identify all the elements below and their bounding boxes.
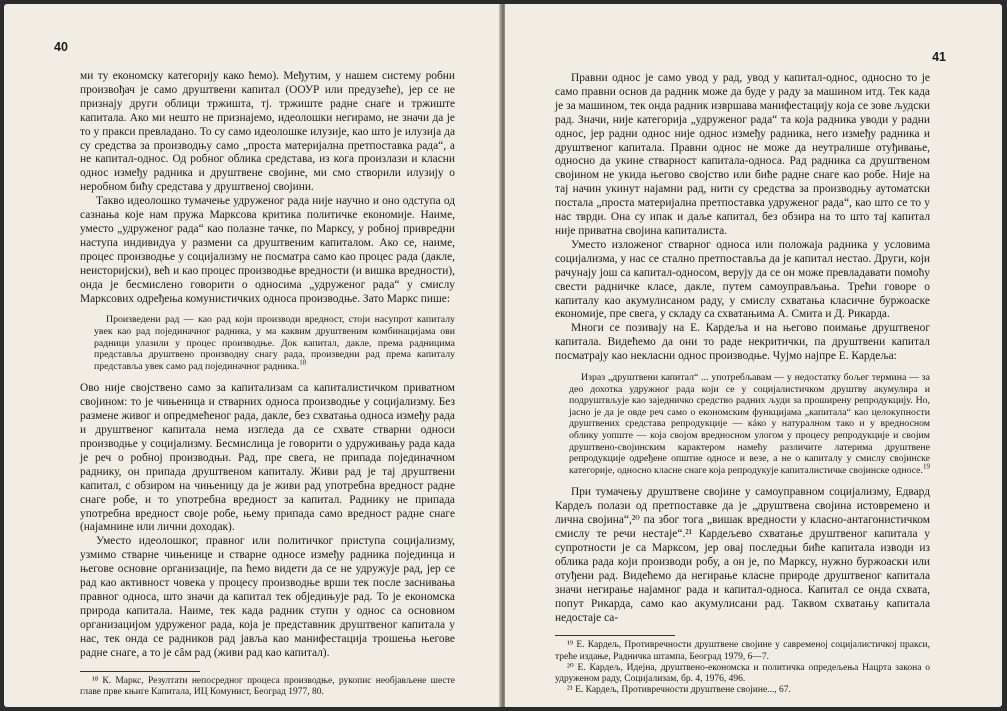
quote-text: Произведени рад — као рад који производи вредност, стоји насупрот капиталу увек као рад појединачног радника, у ма каквим друштвеним комбинацијама ови радници улазили у процес производње. Док капитал, дакле, према радницима представља друштвено производну снагу рада, произведни рад према капиталу представља увек само рад појединачног радника. — [94, 314, 455, 372]
quote-text: Израз „друштвени капитал“ ... употребљавам — у недостатку бољег термина — за део дохотка удружног рада који се у социјалистичком друштву акумулира и подруштвљује као заједничко средство радних људи за проширену репродукцију. Но, јасно је да је овде реч само о економским функцијама „капитала“ као целокупности друштвених средстава репродукције — кáко у натуралном тако и у вредносном облику уопште — која својом вредносном улогом у процесу репродукције и својим друштвено-својинским карактером намећу различите латерима друштвене репродукције одређене општие односе и везе, а не о капиталу у смислу својинске категорије, односно класне снаге која репродукује капиталистичке својинске односе. — [569, 372, 930, 476]
paragraph: При тумачењу друштвене својине у самоуправном социјализму, Едвард Кардељ полази од претпоставке да је „друштвена својина истовремено и лична својина“,²⁰ па због тога „вишак вредности у класно-антагонистичком смислу те речи нестаје“.²¹ Кардељево схватање друштвеног капитала у супротности је са Марксом, јер овај последњи биће капитала изводи из облика рада који производи робу, а он је, по Марксу, нужно буржоаски или отуђени рад. Видећемо да негирање класне природе друштвеног капитала значи негирање најамног рада и капитал-односа. Капитал се онда схвата, попут Рикарда, само као акумулисани рад. Таквом схватању капитала недостаје са- — [555, 486, 930, 624]
footnote-ref: 18 — [299, 358, 307, 367]
block-quote — [94, 314, 455, 372]
paragraph: ми ту економску категорију како ћемо). Међутим, у нашем систему робни произвођач је само друштвени капитал (ООУР или предузеће), јер се не признају други облици тржишта, тј. тржиште радне снаге и тржиште капитала. Ако ми нешто не признајемо, идеолошки негирамо, не значи да је то у пракси превладано. То су само идеолошке илузије, као што је илузија да су средства за производњу само „проста материјална претпоставка рада“, а не капитал-однос. Од робног облика средстава, из кога произлази и класни однос између радника и друштвене својине, ми смо створили илузију о неробном бићу средстава у друштвеној својини. — [80, 70, 455, 194]
page-number-right: 41 — [932, 50, 946, 64]
block-quote — [569, 372, 930, 476]
footnote: ²⁰ Е. Кардељ, Идејна, друштвено-економска и политичка опредељења Нацрта закона о удруженом раду, Социјализам, бр. 4, 1976, 496. — [555, 662, 930, 685]
footnote-divider — [555, 635, 675, 636]
left-page — [4, 4, 501, 707]
footnote: ²¹ Е. Кардељ, Противречности друштвене својине..., 67. — [567, 685, 791, 696]
right-page — [505, 4, 1002, 707]
footnote-ref: 19 — [922, 462, 930, 471]
footnote: ¹⁹ Е. Кардељ, Противречности друштвене својине у савременој социјалистичкој пракси, треће издање, Радничка штампа, Београд 1979, 6—7. — [555, 640, 930, 662]
page-number-left: 40 — [54, 40, 68, 54]
paragraph: Многи се позивају на Е. Кардеља и на његово поимање друштвеног капитала. Видећемо да они то раде некритички, па друштвени капитал посматрају као некласни однос производње. Чујмо најпре Е. Кардеља: — [555, 322, 930, 363]
paragraph: Такво идеолошко тумачење удруженог рада није научно и оно одступа од сазнања које нам пружа Марксова критика политичке економије. Наиме, уместо „удруженог рада“ као полазне тачке, по Марксу, у робној привредни наступа индивидуа у размени са друштвеним капиталом. Ако се, наиме, процес производње у социјализму не посматра само као процес рада (дакле, неисторијски), већ и као процес производње вредности (и вишка вредности), онда је бесмислено говорити о односима „удруженог рада“ у смислу Марксових одређења комунистичких односа производње. Зато Маркс пише: — [80, 195, 455, 305]
footnote-divider — [80, 671, 200, 672]
paragraph: Ово није својствено само за капитализам са капиталистичком приватном својином: то је чињеница и стварних односа производње у социјализму. Без размене живог и опредмећеног рада, дакле, без схватања односа између рада и друштвеног капитала нема изгледа да се схвате стварни односи производње у социјализму. Бесмислица је говорити о удруживању рада када је реч о робној производњи. Рад, пре свега, не припада појединачном раднику, он припада друштвеном капиталу. Живи рад је тај друштвени капитал, с обзиром на чињеницу да је живи рад употребна вредност радне снаге робе, и то употребна вредност за капитал. Раднику не припада употребна вредност своје робе, њему припада само вредност радне снаге (најамнине или лични доходак). — [80, 382, 455, 534]
paragraph: Правни однос је само увод у рад, увод у капитал-однос, односно то је само правни основ да радник може да буде у раду за машином итд. Тек када је за машином, тек онда радник извршава манифестацију која се зове људски рад. Значи, није категорија „удруженог рада“ та која радника уводи у радни однос, јер радни однос није однос између радника, него између радника и друштвеног капитала. Правни однос не може да неутралише отуђивање, односно да укине стварност капитала-односа. Рад радника са друштвеном својином не укида његово својство или биће радне снаге као робе. Није на тај начин укинут најамни рад, нити су средства за производњу аутоматски постала „проста материјална претпоставка удруженог рада“, као што се то у нас тврди. Она су ипак и даље капитал, без обзира на то што тај капитал није приватна својина капиталиста. — [555, 72, 930, 237]
footnote: ¹⁸ К. Маркс, Резултати непосредног процеса производње, рукопис необјављене шесте главе прве књиге Капитала, ИЦ Комунист, Београд 1977, 80. — [80, 675, 455, 697]
paragraph: Уместо идеолошког, правног или политичког приступа социјализму, узмимо стварне чињенице и стварне односе између радника појединца и његове основне организације, па ћемо видети да се не удружује рад, јер се рад као активност човека у процесу производње врши тек после заснивања правног односа, што значи да капитал тек обједињује рад. То је економска природа капитала. Наиме, тек када радник ступи у однос са основном организацијом удруженог рада, која је представник друштвеног капитала у нас, тек онда се радников рад јавља као манифестација трошења његове радне снаге, а то је сâм рад (живи рад као капитал). — [80, 535, 455, 659]
paragraph: Уместо изложеног стварног односа или положаја радника у условима социјализма, у нас се стално претпоставља да је капитал нестао. Други, који рачунају још са капитал-односом, верују да се он може превладавати помоћу свести радничке класе, дакле, путем самоуправљања. Трећи говоре о капиталу као акумулисаном раду, у смислу схватања класичне буржоаске економије, пре свега, у складу са схватањима А. Смита и Д. Рикарда. — [555, 238, 930, 321]
